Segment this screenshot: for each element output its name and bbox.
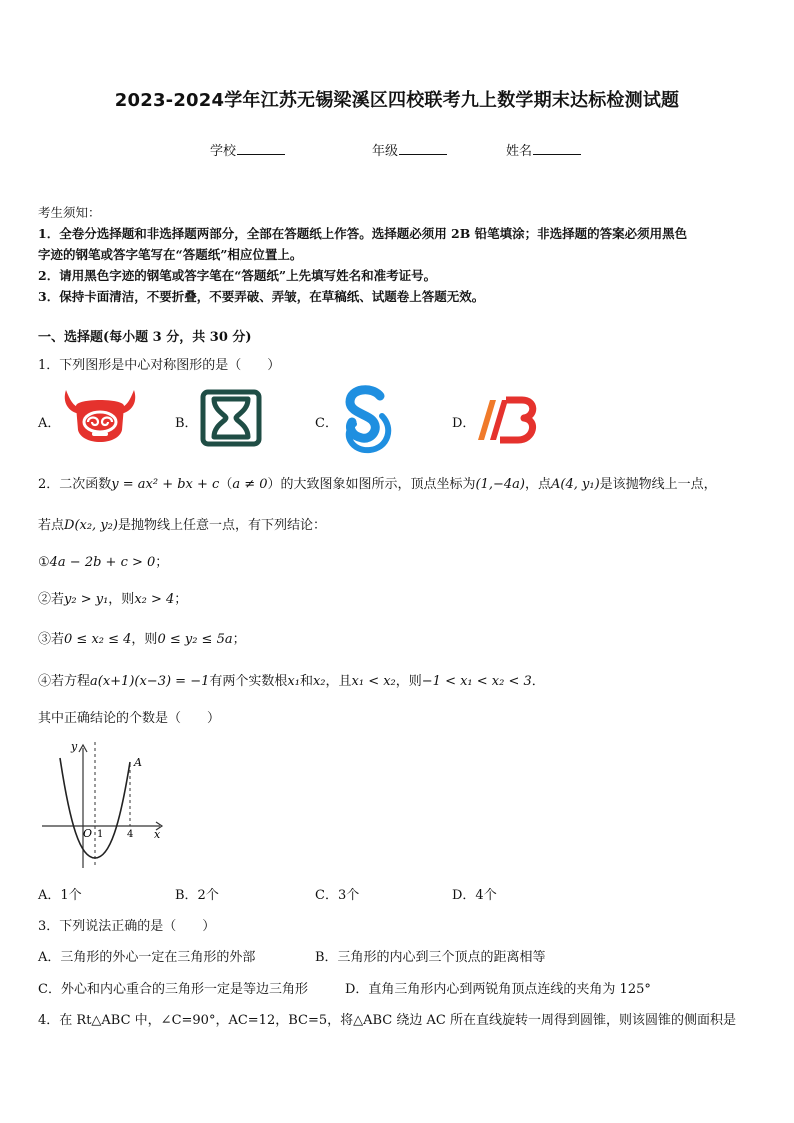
q2-conclusion-3 xyxy=(38,628,246,647)
q2-text: 有两个实数根 xyxy=(209,674,288,689)
name-field xyxy=(506,140,581,159)
q2-expression: 0 ≤ x₂ ≤ 4 xyxy=(64,632,132,647)
notes-item: 1．全卷分选择题和非选择题两部分，全部在答题纸上作答。选择题必须用 2B 铅笔填涂；非选择题的答案必须用黑色 xyxy=(38,226,688,241)
q2-text: （ xyxy=(219,477,233,492)
q2-expression: 4a − 2b + c > 0 xyxy=(49,555,156,570)
exam-notes xyxy=(38,202,758,307)
q1-option-c-label[interactable]: C． xyxy=(315,416,338,431)
q3-option-b[interactable]: B．三角形的内心到三个顶点的距离相等 xyxy=(315,950,546,965)
q1-option-d-label[interactable]: D． xyxy=(452,416,476,431)
b-logo-icon xyxy=(476,394,538,444)
q2-text: ； xyxy=(174,592,188,607)
q2-text: 是该抛物线上一点， xyxy=(599,477,717,492)
q2-text: ； xyxy=(155,555,169,570)
tick-label-1: 1 xyxy=(97,829,104,840)
q2-text: ，则 xyxy=(395,674,422,689)
q2-text: ）的大致图象如图所示，顶点坐标为 xyxy=(267,477,476,492)
name-label: 姓名 xyxy=(506,144,533,159)
name-blank[interactable] xyxy=(533,142,581,155)
q2-option-c[interactable]: C．3个 xyxy=(315,888,360,903)
origin-label: O xyxy=(83,827,93,840)
grade-field xyxy=(372,140,447,159)
q2-equation: a(x+1)(x−3) = −1 xyxy=(90,674,210,689)
q2-text: ① xyxy=(38,555,50,570)
hourglass-logo-icon xyxy=(200,389,262,447)
q2-text: 和 xyxy=(299,674,313,689)
q2-text: 2．二次函数 xyxy=(38,477,112,492)
q2-point-d: D(x₂, y₂) xyxy=(64,518,118,533)
q2-point-a: A(4, y₁) xyxy=(551,477,600,492)
q2-text: ，则 xyxy=(131,632,158,647)
q3-stem: 3．下列说法正确的是（ ） xyxy=(38,919,216,934)
s-logo-icon xyxy=(336,384,398,454)
q2-line1 xyxy=(38,473,717,492)
q2-text: 若点 xyxy=(38,518,65,533)
q2-expression: x₂ > 4 xyxy=(134,592,175,607)
page-title: 2023-2024学年江苏无锡梁溪区四校联考九上数学期末达标检测试题 xyxy=(114,90,680,111)
q2-text: ，且 xyxy=(325,674,352,689)
q2-conclusion-2 xyxy=(38,588,187,607)
q3-option-c[interactable]: C．外心和内心重合的三角形一定是等边三角形 xyxy=(38,982,308,997)
q2-expression: x₁ < x₂ xyxy=(351,674,396,689)
x-axis-label: x xyxy=(154,828,161,841)
y-axis-label: y xyxy=(71,740,78,753)
q2-conclusion-4 xyxy=(38,670,545,689)
q2-text: ，则 xyxy=(108,592,135,607)
q2-expression: −1 < x₁ < x₂ < 3 xyxy=(421,674,532,689)
q1-stem: 1．下列图形是中心对称图形的是（ ） xyxy=(38,358,281,373)
q2-line2 xyxy=(38,514,326,533)
q2-expression: y₂ > y₁ xyxy=(64,592,109,607)
bull-logo-icon xyxy=(60,386,140,454)
grade-label: 年级 xyxy=(372,144,399,159)
school-label: 学校 xyxy=(210,144,237,159)
q1-option-a-label[interactable]: A． xyxy=(38,416,61,431)
notes-item: 字迹的钢笔或答字笔写在“答题纸”相应位置上。 xyxy=(38,247,303,262)
q2-text: ②若 xyxy=(38,592,65,607)
parabola-graph xyxy=(38,740,168,872)
section-heading: 一、选择题(每小题 3 分，共 30 分) xyxy=(38,330,252,345)
q2-option-d[interactable]: D．4个 xyxy=(452,888,497,903)
q2-text: ④若方程 xyxy=(38,674,91,689)
notes-item: 2．请用黑色字迹的钢笔或答字笔在“答题纸”上先填写姓名和准考证号。 xyxy=(38,268,437,283)
q1-option-b-label[interactable]: B． xyxy=(175,416,198,431)
q2-root-2: x₂ xyxy=(312,674,326,689)
grade-blank[interactable] xyxy=(399,142,447,155)
q2-text: ③若 xyxy=(38,632,65,647)
school-blank[interactable] xyxy=(237,142,285,155)
q3-option-d[interactable]: D．直角三角形内心到两锐角顶点连线的夹角为 125° xyxy=(345,982,651,997)
notes-item: 3．保持卡面清洁，不要折叠，不要弄破、弄皱，在草稿纸、试题卷上答题无效。 xyxy=(38,289,485,304)
q2-text: ，点 xyxy=(525,477,552,492)
q2-option-b[interactable]: B．2个 xyxy=(175,888,219,903)
q2-root-1: x₁ xyxy=(287,674,300,689)
q4-stem: 4．在 Rt△ABC 中，∠C=90°，AC=12，BC=5，将△ABC 绕边 AC 所在直线旋转一周得到圆锥，则该圆锥的侧面积是 xyxy=(38,1013,736,1028)
q2-text: 是抛物线上任意一点，有下列结论： xyxy=(117,518,326,533)
q2-text: ． xyxy=(531,674,545,689)
q2-vertex: (1,−4a) xyxy=(475,477,526,492)
q2-text: ； xyxy=(232,632,246,647)
q3-option-a[interactable]: A．三角形的外心一定在三角形的外部 xyxy=(38,950,256,965)
point-a-label: A xyxy=(134,756,142,769)
q2-ask: 其中正确结论的个数是（ ） xyxy=(38,711,221,726)
q2-conclusion-1 xyxy=(38,551,168,570)
q2-function: y = ax² + bx + c xyxy=(111,477,220,492)
notes-heading: 考生须知： xyxy=(38,205,101,220)
tick-label-4: 4 xyxy=(127,829,134,840)
school-field xyxy=(210,140,285,159)
q2-condition: a ≠ 0 xyxy=(232,477,268,492)
q2-expression: 0 ≤ y₂ ≤ 5a xyxy=(157,632,233,647)
q2-option-a[interactable]: A．1个 xyxy=(38,888,82,903)
